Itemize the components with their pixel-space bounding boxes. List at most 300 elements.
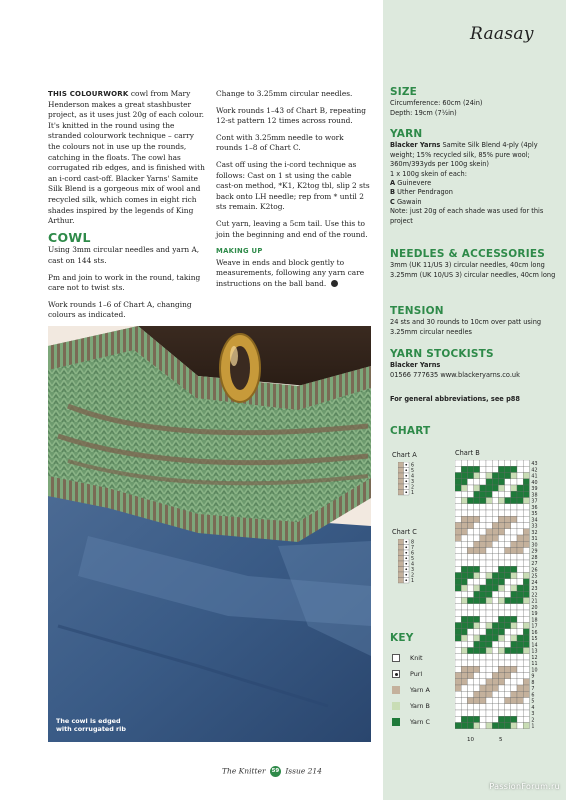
chart-c-purl-dot: [405, 563, 407, 565]
chart-b-cell: [455, 598, 461, 604]
chart-b-row-label: 27: [531, 562, 538, 567]
chart-b-cell: [492, 541, 498, 547]
chart-b-cell: [486, 623, 492, 629]
chart-b-cell: [461, 604, 467, 610]
chart-b-cell: [517, 648, 523, 654]
chart-b-cell: [492, 566, 498, 572]
abbreviations-note: For general abbreviations, see p88: [390, 395, 520, 403]
chart-b-cell: [498, 523, 504, 529]
chart-b-cell: [474, 673, 480, 679]
chart-b-cell: [474, 535, 480, 541]
column-1: [48, 89, 206, 327]
chart-b-cell: [523, 535, 529, 541]
chart-b-cell: [517, 691, 523, 697]
chart-b-row-label: 28: [531, 555, 538, 561]
yarn-desc-text: Samite Silk Blend 4-ply (4ply weight; 15% recycled silk, 85% pure wool; 360m/393yds per 100g skein): [390, 141, 538, 169]
chart-b-row-label: 13: [531, 649, 538, 655]
chart-b-cell: [486, 679, 492, 685]
chart-b-cell: [486, 685, 492, 691]
chart-b-cell: [492, 560, 498, 566]
chart-b-cell: [467, 529, 473, 535]
size-depth: Depth: 19cm (7½in): [390, 108, 457, 117]
chart-b-cell: [492, 623, 498, 629]
chart-b-cell: [511, 579, 517, 585]
chart-b-cell: [480, 698, 486, 704]
chart-b-cell: [498, 716, 504, 722]
chart-b-cell: [455, 723, 461, 729]
chart-b-cell: [486, 598, 492, 604]
chart-b-row-label: 10: [531, 668, 538, 674]
chart-b-row-label: 32: [531, 530, 538, 536]
chart-b-cell: [511, 460, 517, 466]
chart-b-cell: [505, 610, 511, 616]
chart-b-cell: [461, 498, 467, 504]
chart-b-cell: [517, 566, 523, 572]
chart-b-row-label: 2: [531, 718, 535, 724]
chart-b-cell: [517, 723, 523, 729]
chart-b-cell: [480, 460, 486, 466]
stockists-section: [390, 350, 558, 380]
chart-b-row-label: 36: [531, 505, 538, 511]
chart-b-row-label: 43: [531, 462, 538, 467]
yarn-heading: YARN: [390, 128, 423, 140]
chart-b-cell: [474, 479, 480, 485]
chart-b-cell: [517, 579, 523, 585]
chart-b-cell: [474, 623, 480, 629]
chart-b-cell: [523, 498, 529, 504]
chart-b-cell: [480, 466, 486, 472]
chart-b-cell: [492, 673, 498, 679]
chart-b-cell: [480, 560, 486, 566]
chart-b-cell: [480, 654, 486, 660]
chart-b-row-label: 39: [531, 487, 538, 492]
chart-b-cell: [461, 704, 467, 710]
chart-b-row-label: 5: [531, 699, 535, 705]
needles-line-1: 3mm (UK 11/US 3) circular needles, 40cm long: [390, 261, 545, 270]
chart-b-cell: [461, 698, 467, 704]
chart-b-cell: [474, 648, 480, 654]
chart-b-cell: [523, 566, 529, 572]
chart-b-cell: [498, 541, 504, 547]
chart-b-cell: [505, 679, 511, 685]
chart-b-cell: [461, 579, 467, 585]
key-section: [390, 634, 558, 645]
tension-heading: TENSION: [390, 305, 444, 317]
chart-b-cell: [455, 666, 461, 672]
chart-b-cell: [511, 510, 517, 516]
chart-c-cell: [398, 556, 404, 562]
chart-b-cell: [455, 523, 461, 529]
chart-b-cell: [474, 554, 480, 560]
chart-b-cell: [505, 598, 511, 604]
chart-b-cell: [505, 560, 511, 566]
chart-b-cell: [517, 673, 523, 679]
chart-b-grid: [455, 460, 545, 740]
chart-b-cell: [486, 691, 492, 697]
chart-b-cell: [517, 554, 523, 560]
chart-b-cell: [523, 610, 529, 616]
chart-c-row-label: 4: [411, 562, 415, 568]
chart-b-cell: [461, 660, 467, 666]
chart-b-cell: [455, 685, 461, 691]
chart-b-row-label: 31: [531, 537, 538, 542]
chart-b-cell: [467, 510, 473, 516]
chart-b-cell: [467, 666, 473, 672]
chart-b-cell: [492, 716, 498, 722]
chart-b-cell: [505, 466, 511, 472]
chart-b-cell: [517, 585, 523, 591]
chart-b-cell: [511, 654, 517, 660]
chart-b-row-label: 38: [531, 493, 538, 499]
chart-b-cell: [492, 466, 498, 472]
chart-b-cell: [505, 566, 511, 572]
page-footer: [222, 766, 322, 777]
chart-b-cell: [523, 723, 529, 729]
chart-a-purl-dot: [405, 480, 407, 482]
chart-b-cell: [505, 685, 511, 691]
chart-b-cell: [474, 666, 480, 672]
chart-b-row-label: 22: [531, 593, 538, 599]
purl-swatch-icon: [392, 670, 400, 678]
chart-b-cell: [480, 673, 486, 679]
chart-b-cell: [474, 598, 480, 604]
chart-b-cell: [461, 535, 467, 541]
chart-b-cell: [517, 610, 523, 616]
chart-b-cell: [455, 604, 461, 610]
caption-line-1: The cowl is edged: [56, 717, 121, 725]
chart-b-cell: [467, 604, 473, 610]
chart-b-cell: [486, 579, 492, 585]
chart-c-cell: [398, 561, 404, 567]
chart-b-cell: [517, 473, 523, 479]
chart-b-cell: [505, 648, 511, 654]
chart-b-row-label: 12: [531, 655, 538, 661]
chart-b-cell: [511, 541, 517, 547]
chart-b-cell: [461, 591, 467, 597]
chart-b-cell: [455, 548, 461, 554]
chart-b-cell: [511, 516, 517, 522]
chart-b-cell: [498, 704, 504, 710]
intro-lead: THIS COLOURWORK: [48, 90, 129, 98]
chart-b-cell: [480, 579, 486, 585]
chart-b-cell: [455, 654, 461, 660]
chart-b-cell: [517, 510, 523, 516]
chart-c-purl-dot: [405, 546, 407, 548]
chart-b-cell: [523, 698, 529, 704]
chart-b-cell: [498, 654, 504, 660]
chart-b-cell: [511, 660, 517, 666]
chart-b-cell: [474, 460, 480, 466]
chart-b-cell: [486, 554, 492, 560]
footer-magazine: The Knitter: [222, 766, 266, 776]
chart-b-cell: [480, 610, 486, 616]
chart-b-cell: [492, 710, 498, 716]
chart-b-cell: [486, 616, 492, 622]
chart-a-row-label: 3: [411, 480, 415, 485]
chart-b-cell: [523, 529, 529, 535]
chart-b-cell: [474, 498, 480, 504]
cowl-step-3: Work rounds 1–6 of Chart A, changing colours as indicated.: [48, 299, 192, 320]
yarn-c-swatch-icon: [392, 718, 400, 726]
chart-b-cell: [467, 516, 473, 522]
column-2: [216, 89, 371, 296]
chart-c-row-label: 6: [411, 551, 415, 557]
chart-b-row-label: 30: [531, 543, 538, 549]
chart-b-cell: [455, 660, 461, 666]
chart-b-cell: [517, 604, 523, 610]
chart-b-cell: [517, 591, 523, 597]
chart-b-row-label: 19: [531, 612, 538, 617]
needles-heading: NEEDLES & ACCESSORIES: [390, 248, 545, 260]
chart-b-cell: [492, 516, 498, 522]
chart-b-cell: [467, 704, 473, 710]
chart-b-cell: [511, 591, 517, 597]
chart-b-cell: [486, 716, 492, 722]
chart-b-cell: [455, 710, 461, 716]
chart-b-cell: [511, 685, 517, 691]
chart-c-cell: [398, 545, 404, 551]
chart-b-cell: [461, 479, 467, 485]
chart-b-row-label: 1: [531, 724, 535, 730]
chart-b-cell: [498, 566, 504, 572]
chart-b-cell: [511, 573, 517, 579]
chart-b-cell: [461, 616, 467, 622]
chart-b-cell: [480, 591, 486, 597]
chart-b-cell: [511, 616, 517, 622]
chart-b-cell: [474, 710, 480, 716]
chart-b-cell: [498, 660, 504, 666]
chart-b-cell: [505, 710, 511, 716]
chart-a-cell: [398, 462, 404, 468]
chart-b-cell: [467, 579, 473, 585]
chart-b-cell: [505, 504, 511, 510]
chart-b-row-label: 14: [531, 643, 538, 649]
chart-b-row-label: 7: [531, 687, 535, 692]
chart-b-cell: [480, 529, 486, 535]
chart-b-cell: [467, 566, 473, 572]
chart-b-cell: [511, 679, 517, 685]
chart-b-cell: [511, 504, 517, 510]
chart-b-cell: [492, 660, 498, 666]
chart-b-cell: [523, 585, 529, 591]
chart-b-cell: [523, 679, 529, 685]
chart-b-cell: [498, 460, 504, 466]
size-circumference: Circumference: 60cm (24in): [390, 99, 483, 108]
chart-b-cell: [467, 616, 473, 622]
chart-b-cell: [455, 716, 461, 722]
chart-b-cell: [455, 466, 461, 472]
chart-b-row-label: 34: [531, 518, 538, 524]
chart-b-cell: [486, 585, 492, 591]
chart-b-cell: [480, 666, 486, 672]
chart-b-cell: [467, 523, 473, 529]
chart-b-cell: [455, 498, 461, 504]
chart-b-cell: [505, 548, 511, 554]
key-yarn-b-label: Yarn B: [410, 702, 430, 710]
chart-b-cell: [498, 535, 504, 541]
chart-b-cell: [467, 460, 473, 466]
chart-b-cell: [523, 623, 529, 629]
chart-a-purl-dot: [405, 491, 407, 493]
chart-b-cell: [498, 710, 504, 716]
cowl-heading: COWL: [48, 229, 91, 245]
chart-b-cell: [461, 716, 467, 722]
chart-b-cell: [467, 591, 473, 597]
chart-b-cell: [523, 460, 529, 466]
chart-b-row-label: 23: [531, 587, 538, 592]
chart-b-cell: [517, 704, 523, 710]
yarn-brand: Blacker Yarns: [390, 141, 441, 150]
chart-b-cell: [455, 573, 461, 579]
chart-b-cell: [498, 685, 504, 691]
chart-b-cell: [511, 604, 517, 610]
chart-b-row-label: 35: [531, 512, 538, 517]
chart-b-cell: [492, 498, 498, 504]
chart-a-grid: [398, 462, 422, 502]
yarn-colour-b-letter: B: [390, 188, 396, 197]
chart-b-cell: [461, 710, 467, 716]
chart-b-cell: [505, 591, 511, 597]
tension-text: 24 sts and 30 rounds to 10cm over patt using 3.25mm circular needles: [390, 318, 542, 336]
chart-b-cell: [505, 541, 511, 547]
chart-b-row-label: 25: [531, 574, 538, 580]
chart-b-cell: [474, 716, 480, 722]
chart-b-cell: [523, 479, 529, 485]
chart-b-cell: [486, 673, 492, 679]
chart-b-cell: [523, 516, 529, 522]
making-up-text-wrap: [216, 258, 371, 290]
chart-b-cell: [523, 666, 529, 672]
chart-b-cell: [517, 573, 523, 579]
chart-b-cell: [455, 473, 461, 479]
chart-b-cell: [480, 648, 486, 654]
chart-b-row-label: 40: [531, 480, 538, 486]
chart-b-cell: [480, 523, 486, 529]
chart-b-cell: [467, 573, 473, 579]
chart-b-cell: [480, 548, 486, 554]
chart-b-cell: [511, 554, 517, 560]
chart-b-cell: [498, 604, 504, 610]
chart-b-cell: [492, 573, 498, 579]
chart-c-label: Chart C: [392, 528, 417, 536]
chart-b-cell: [467, 660, 473, 666]
chart-b-cell: [511, 466, 517, 472]
chart-b-cell: [461, 491, 467, 497]
chart-b-cell: [523, 716, 529, 722]
chart-b-cell: [480, 504, 486, 510]
chart-b-cell: [511, 560, 517, 566]
chart-c-purl-dot: [405, 541, 407, 543]
caption-line-2: with corrugated rib: [56, 725, 126, 734]
chart-b-cell: [474, 591, 480, 597]
chart-b-cell: [467, 679, 473, 685]
chart-b-cell: [480, 473, 486, 479]
chart-b-cell: [498, 691, 504, 697]
chart-b-cell: [474, 604, 480, 610]
chart-b-cell: [498, 504, 504, 510]
chart-b-row-label: 26: [531, 568, 538, 574]
chart-b-cell: [498, 666, 504, 672]
chart-b-cell: [505, 585, 511, 591]
chart-b-cell: [505, 704, 511, 710]
chart-b-cell: [486, 610, 492, 616]
chart-b-cell: [486, 473, 492, 479]
chart-b-cell: [523, 491, 529, 497]
chart-b-cell: [505, 660, 511, 666]
chart-col-label-5: 5: [499, 737, 503, 743]
yarn-colour-c-letter: C: [390, 197, 395, 206]
chart-b-cell: [467, 491, 473, 497]
chart-b-cell: [517, 679, 523, 685]
chart-b-cell: [517, 616, 523, 622]
chart-c-row-label: 2: [411, 573, 415, 579]
chart-b-cell: [492, 585, 498, 591]
chart-b-cell: [498, 554, 504, 560]
chart-b-cell: [517, 529, 523, 535]
chart-b-row-label: 37: [531, 499, 538, 505]
chart-b-cell: [486, 529, 492, 535]
chart-b-cell: [517, 548, 523, 554]
chart-b-cell: [511, 479, 517, 485]
chart-b-cell: [505, 579, 511, 585]
chart-b-cell: [455, 698, 461, 704]
chart-b-row-label: 17: [531, 624, 538, 630]
chart-b-cell: [523, 560, 529, 566]
chart-b-cell: [461, 573, 467, 579]
chart-b-cell: [517, 466, 523, 472]
chart-b-cell: [505, 573, 511, 579]
chart-b-cell: [511, 523, 517, 529]
cowl-step-4: Change to 3.25mm circular needles.: [216, 89, 353, 98]
chart-b-cell: [486, 704, 492, 710]
chart-b-cell: [498, 616, 504, 622]
chart-b-cell: [511, 710, 517, 716]
stockists-name: Blacker Yarns: [390, 361, 441, 370]
chart-b-cell: [467, 535, 473, 541]
chart-b-cell: [492, 523, 498, 529]
chart-c-purl-dot: [405, 579, 407, 581]
chart-b-cell: [517, 516, 523, 522]
chart-c-row-label: 7: [411, 546, 415, 551]
chart-b-cell: [486, 666, 492, 672]
chart-b-cell: [511, 473, 517, 479]
chart-b-cell: [461, 610, 467, 616]
chart-b-cell: [455, 673, 461, 679]
chart-b-cell: [517, 491, 523, 497]
chart-b-cell: [455, 504, 461, 510]
chart-section: [390, 427, 558, 438]
chart-b-cell: [511, 648, 517, 654]
chart-c-purl-dot: [405, 574, 407, 576]
chart-b-row-label: 41: [531, 474, 538, 480]
chart-b-row-label: 6: [531, 693, 535, 699]
chart-b-cell: [498, 491, 504, 497]
chart-b-cell: [461, 466, 467, 472]
chart-b-cell: [505, 485, 511, 491]
yarn-colour-b-name: Uther Pendragon: [395, 188, 453, 197]
chart-b-cell: [511, 716, 517, 722]
chart-b-cell: [480, 616, 486, 622]
chart-b-cell: [474, 510, 480, 516]
chart-b-cell: [492, 598, 498, 604]
chart-b-cell: [480, 479, 486, 485]
chart-c-cell: [398, 539, 404, 545]
chart-b-cell: [505, 523, 511, 529]
chart-b-cell: [480, 541, 486, 547]
chart-b-cell: [498, 679, 504, 685]
chart-b-cell: [467, 716, 473, 722]
chart-b-cell: [455, 510, 461, 516]
